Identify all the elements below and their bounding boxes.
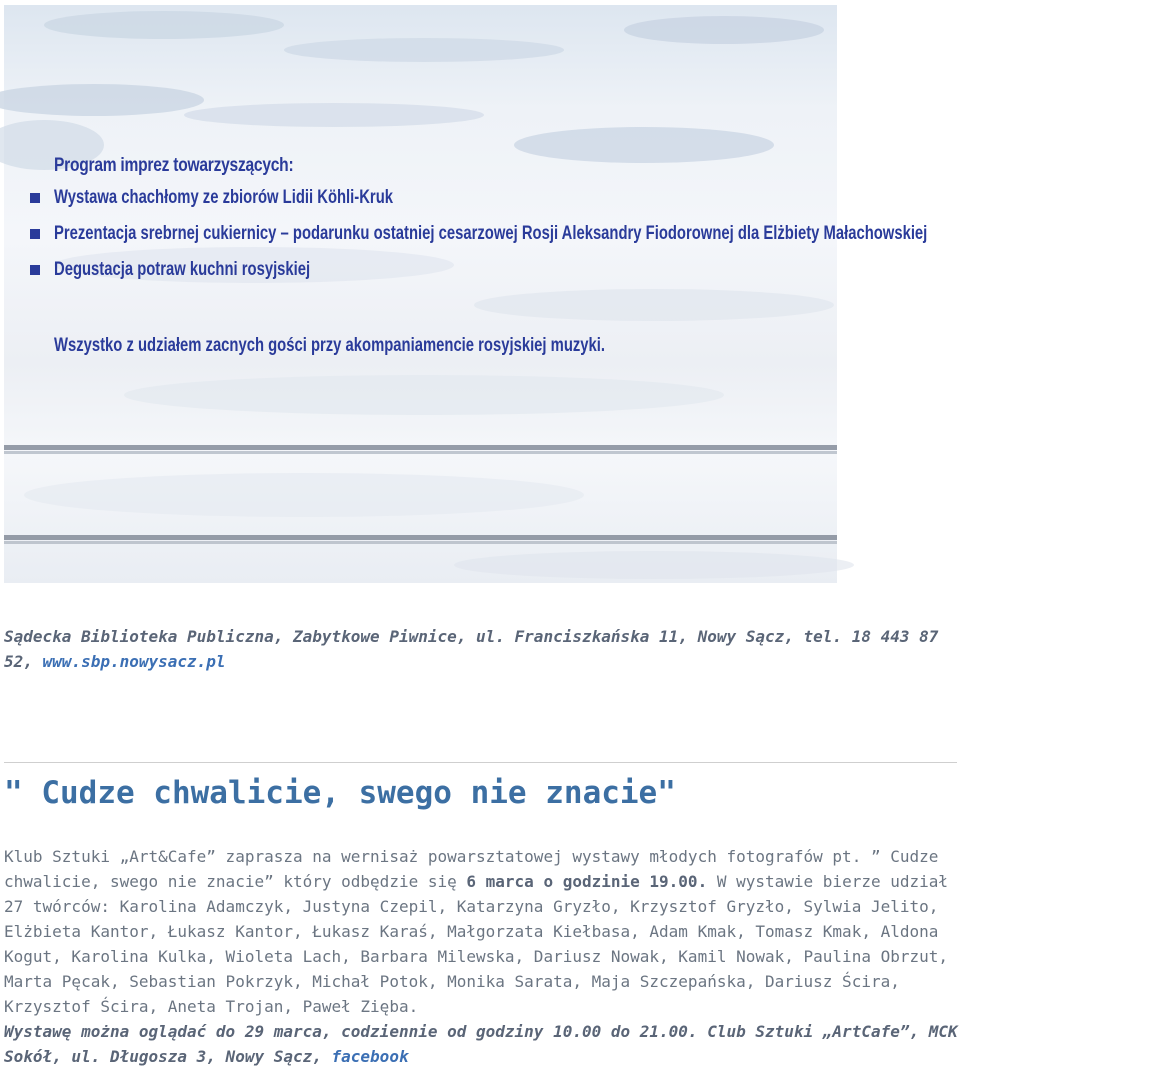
bullet-icon: [30, 265, 40, 275]
venue-info-text: Sądecka Biblioteka Publiczna, Zabytkowe Piwnice, ul. Franciszkańska 11, Nowy Sącz, tel. 18 443 87 52,: [4, 627, 939, 671]
facebook-link[interactable]: facebook: [331, 1047, 409, 1066]
article-body: [4, 844, 958, 1069]
divider: [4, 762, 957, 763]
bullet-icon: [30, 193, 40, 203]
poster-list-item: Wystawa chachłomy ze zbiorów Lidii Köhli-Kruk: [54, 185, 834, 221]
venue-info: [4, 624, 956, 674]
poster-title: Program imprez towarzyszących:: [54, 155, 294, 176]
venue-website-link[interactable]: www.sbp.nowysacz.pl: [42, 652, 226, 671]
event-date: 6 marca o godzinie 19.00.: [466, 872, 708, 891]
exhibition-hours: Wystawę można oglądać do 29 marca, codziennie od godziny 10.00 do 21.00. Club Sztuki „ArtCafe”, MCK Sokół, ul. Długosza 3, Nowy Sącz,: [4, 1022, 958, 1066]
snow-background: [4, 5, 837, 583]
participants-list: W wystawie bierze udział 27 twórców: Karolina Adamczyk, Justyna Czepil, Katarzyna Gryzło, Krzysztof Gryzło, Sylwia Jelito, Elżbieta Kantor, Łukasz Kantor, Łukasz Karaś, Małgorzata Kiełbasa, Adam Kmak, Tomasz Kmak, Aldona Kogut, Karolina Kulka, Wioleta Lach, Barbara Milewska, Dariusz Nowak, Kamil Nowak, Paulina Obrzut, Marta Pęcak, Sebastian Pokrzyk, Michał Potok, Monika Sarata, Maja Szczepańska, Dariusz Ścira, Krzysztof Ścira, Aneta Trojan, Paweł Zięba.: [4, 872, 949, 1016]
poster-list-item: Prezentacja srebrnej cukiernicy – podarunku ostatniej cesarzowej Rosji Aleksandry Fiodorownej dla Elżbiety Małachowskiej: [54, 221, 834, 257]
article-title: " Cudze chwalicie, swego nie znacie": [4, 775, 676, 811]
poster-list: [54, 185, 928, 293]
poster-footer: Wszystko z udziałem zacnych gości przy akompaniamencie rosyjskiej muzyki.: [54, 335, 606, 356]
poster-list-item: Degustacja potraw kuchni rosyjskiej: [54, 257, 834, 293]
bullet-icon: [30, 229, 40, 239]
poster-program: [54, 155, 928, 356]
article-intro: Klub Sztuki „Art&Cafe” zaprasza na wernisaż powarsztatowej wystawy młodych fotografów pt. ” Cudze chwalicie, swego nie znacie” który odbędzie się: [4, 847, 939, 891]
poster-image: [4, 5, 928, 583]
